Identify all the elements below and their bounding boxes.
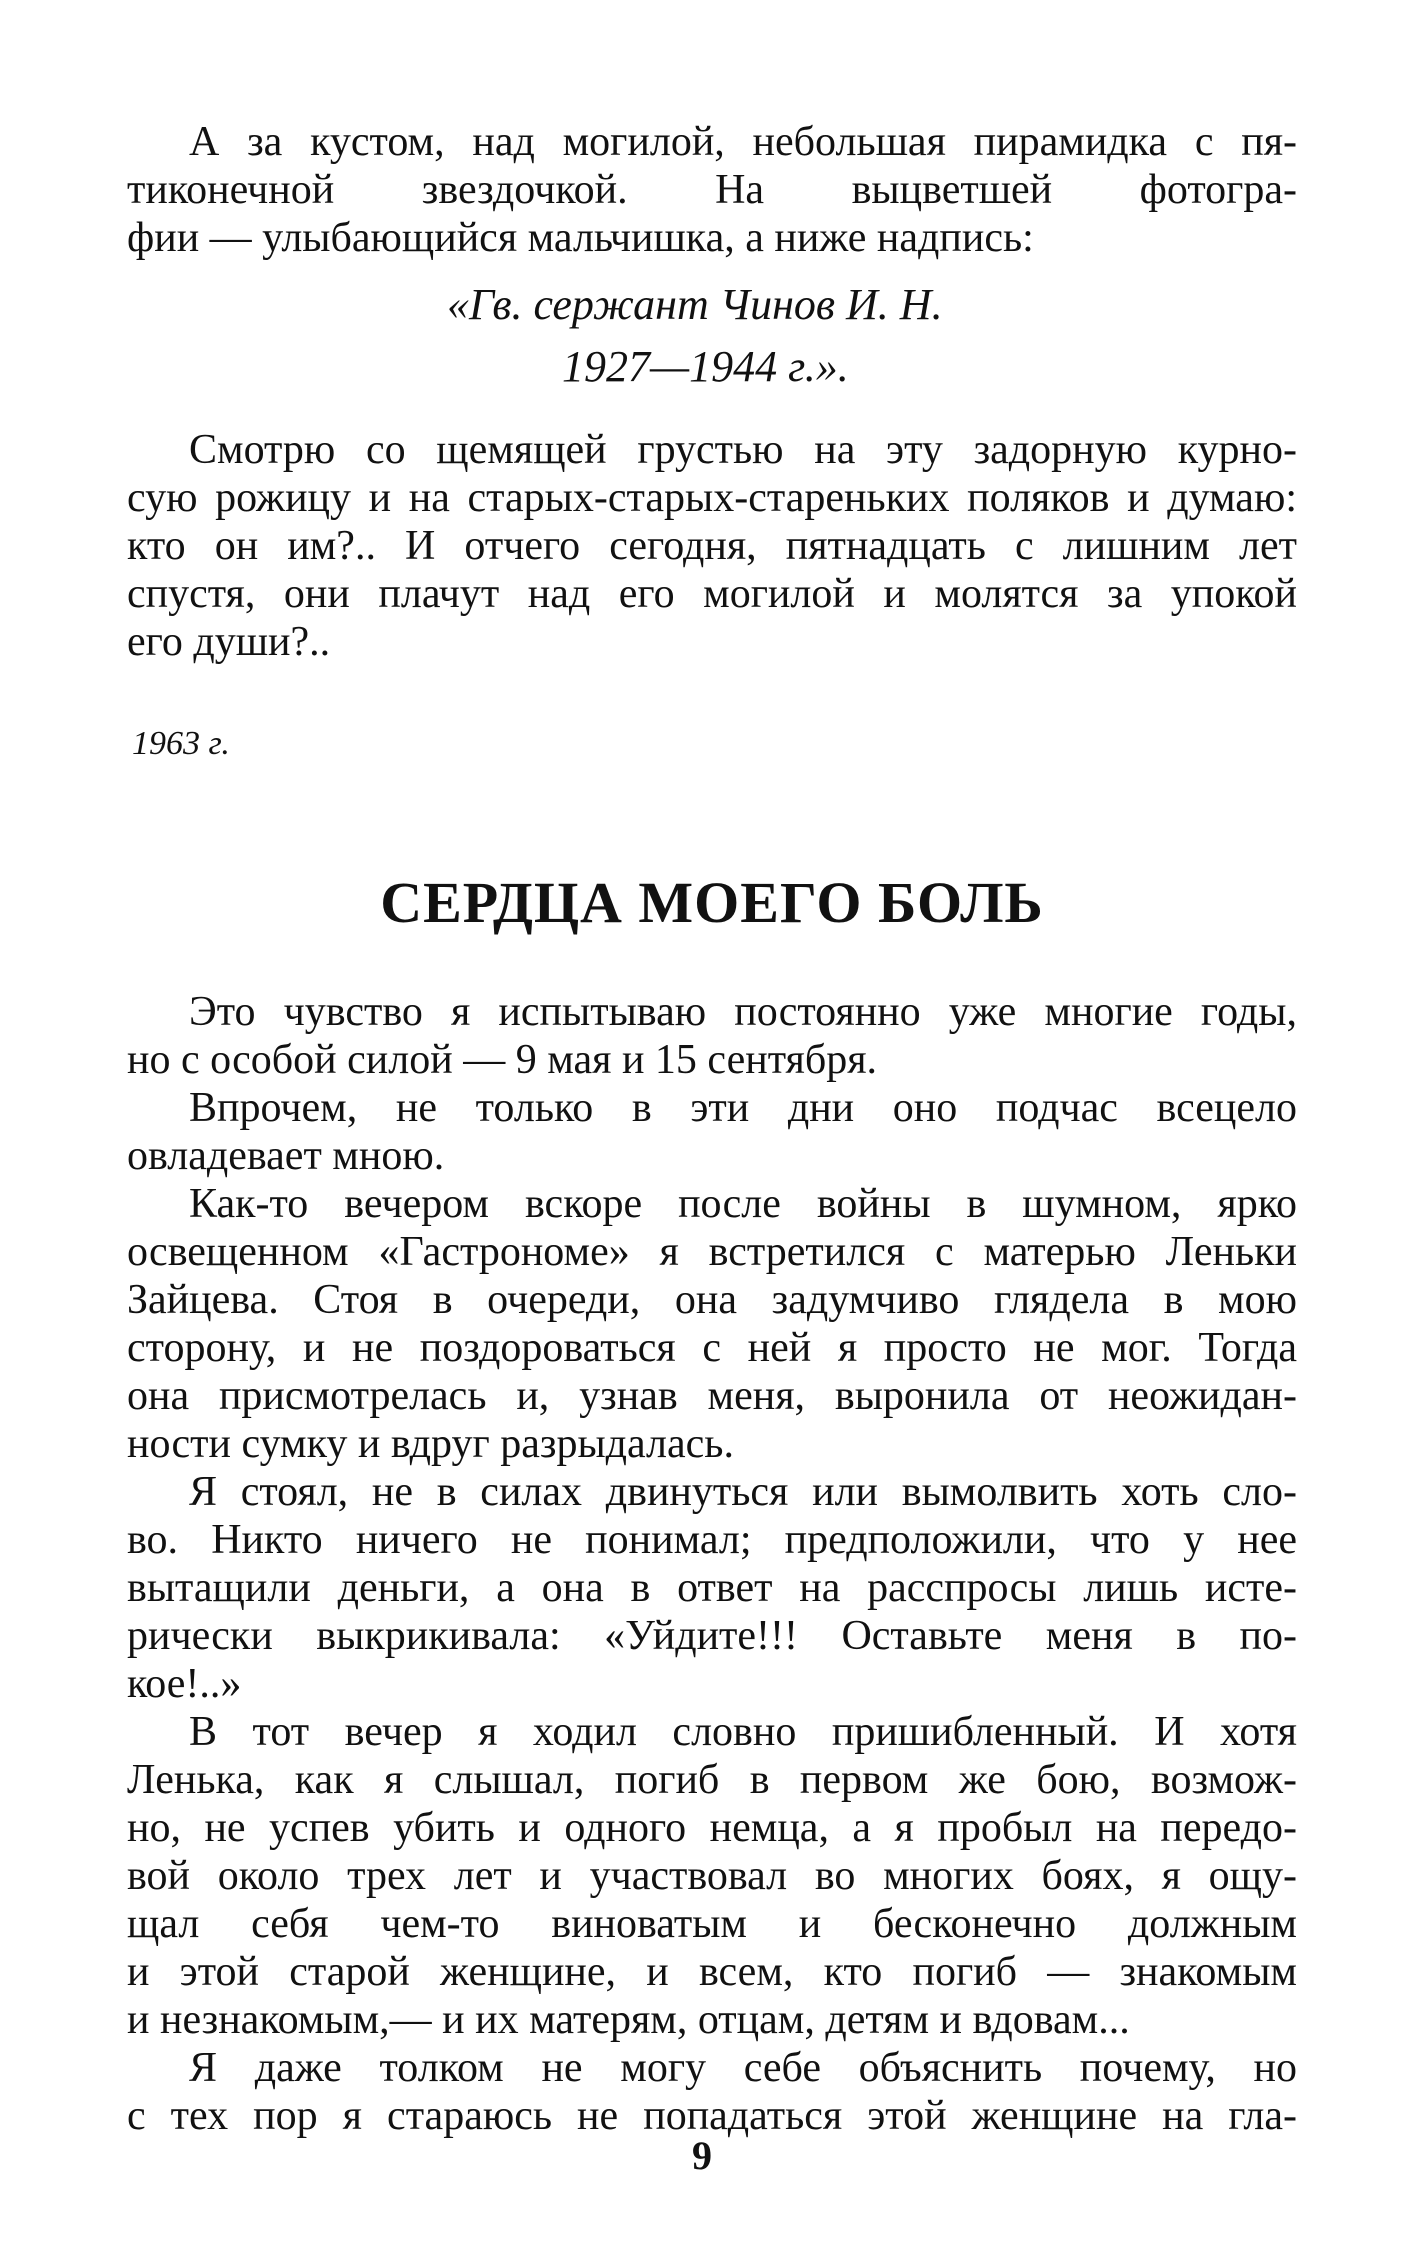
paragraph-6 xyxy=(127,1468,1297,1708)
text-line: кто он им?.. И отчего сегодня, пятнадцать с лишним лет xyxy=(127,523,1297,569)
paragraph-2 xyxy=(127,426,1297,666)
text-line: освещенном «Гастрономе» я встретился с матерью Леньки xyxy=(127,1229,1297,1275)
inscription-line-1: «Гв. сержант Чинов И. Н. xyxy=(447,280,943,329)
text-line: вытащили деньги, а она в ответ на расспросы лишь исте- xyxy=(127,1565,1297,1611)
page-number: 9 xyxy=(692,2133,712,2178)
paragraph-3 xyxy=(127,988,1297,1084)
text-line: его души?.. xyxy=(127,619,331,665)
text-line: В тот вечер я ходил словно пришибленный. И хотя xyxy=(189,1709,1297,1755)
text-line: но с особой силой — 9 мая и 15 сентября. xyxy=(127,1037,878,1083)
chapter-heading: СЕРДЦА МОЕГО БОЛЬ xyxy=(380,870,1044,935)
text-line: но, не успев убить и одного немца, а я пробыл на передо- xyxy=(127,1805,1297,1851)
text-line: сую рожицу и на старых-старых-стареньких поляков и думаю: xyxy=(127,475,1297,521)
text-line: А за кустом, над могилой, небольшая пирамидка с пя- xyxy=(189,119,1297,165)
text-line: фии — улыбающийся мальчишка, а ниже надпись: xyxy=(127,215,1034,261)
text-line: Зайцева. Стоя в очереди, она задумчиво глядела в мою xyxy=(127,1277,1297,1323)
text-line: с тех пор я стараюсь не попадаться этой женщине на гла- xyxy=(127,2093,1297,2139)
text-line: сторону, и не поздороваться с ней я просто не мог. Тогда xyxy=(127,1325,1297,1371)
essay-date: 1963 г. xyxy=(132,725,230,762)
text-line: во. Никто ничего не понимал; предположили, что у нее xyxy=(127,1517,1297,1563)
text-line: щал себя чем-то виноватым и бесконечно должным xyxy=(127,1901,1297,1947)
inscription-line-2: 1927—1944 г.». xyxy=(562,342,849,391)
text-line: и этой старой женщине, и всем, кто погиб — знакомым xyxy=(127,1949,1297,1995)
text-line: Я даже толком не могу себе объяснить почему, но xyxy=(189,2045,1297,2091)
text-line: спустя, они плачут над его могилой и молятся за упокой xyxy=(127,571,1297,617)
text-line: она присмотрелась и, узнав меня, выронила от неожидан- xyxy=(127,1373,1297,1419)
text-line: Я стоял, не в силах двинуться или вымолвить хоть сло- xyxy=(189,1469,1297,1515)
page-body xyxy=(127,118,1297,2140)
text-line: Как-то вечером вскоре после войны в шумном, ярко xyxy=(189,1181,1297,1227)
text-line: Ленька, как я слышал, погиб в первом же бою, возмож- xyxy=(127,1757,1297,1803)
text-line: Впрочем, не только в эти дни оно подчас всецело xyxy=(189,1085,1297,1131)
text-line: рически выкрикивала: «Уйдите!!! Оставьте меня в по- xyxy=(127,1613,1297,1659)
text-line: кое!..» xyxy=(127,1661,242,1707)
text-line: Это чувство я испытываю постоянно уже многие годы, xyxy=(189,989,1297,1035)
text-line: Смотрю со щемящей грустью на эту задорную курно- xyxy=(189,427,1297,473)
text-line: ности сумку и вдруг разрыдалась. xyxy=(127,1421,734,1467)
text-line: вой около трех лет и участвовал во многих боях, я ощу- xyxy=(127,1853,1297,1899)
paragraph-1 xyxy=(127,118,1297,262)
grave-inscription xyxy=(127,274,1297,398)
paragraph-7 xyxy=(127,1708,1297,2044)
paragraph-4 xyxy=(127,1084,1297,1180)
text-line: тиконечной звездочкой. На выцветшей фотогра- xyxy=(127,167,1297,213)
paragraph-5 xyxy=(127,1180,1297,1468)
text-line: овладевает мною. xyxy=(127,1133,445,1179)
text-line: и незнакомым,— и их матерям, отцам, детям и вдовам... xyxy=(127,1997,1130,2043)
paragraph-8 xyxy=(127,2044,1297,2140)
